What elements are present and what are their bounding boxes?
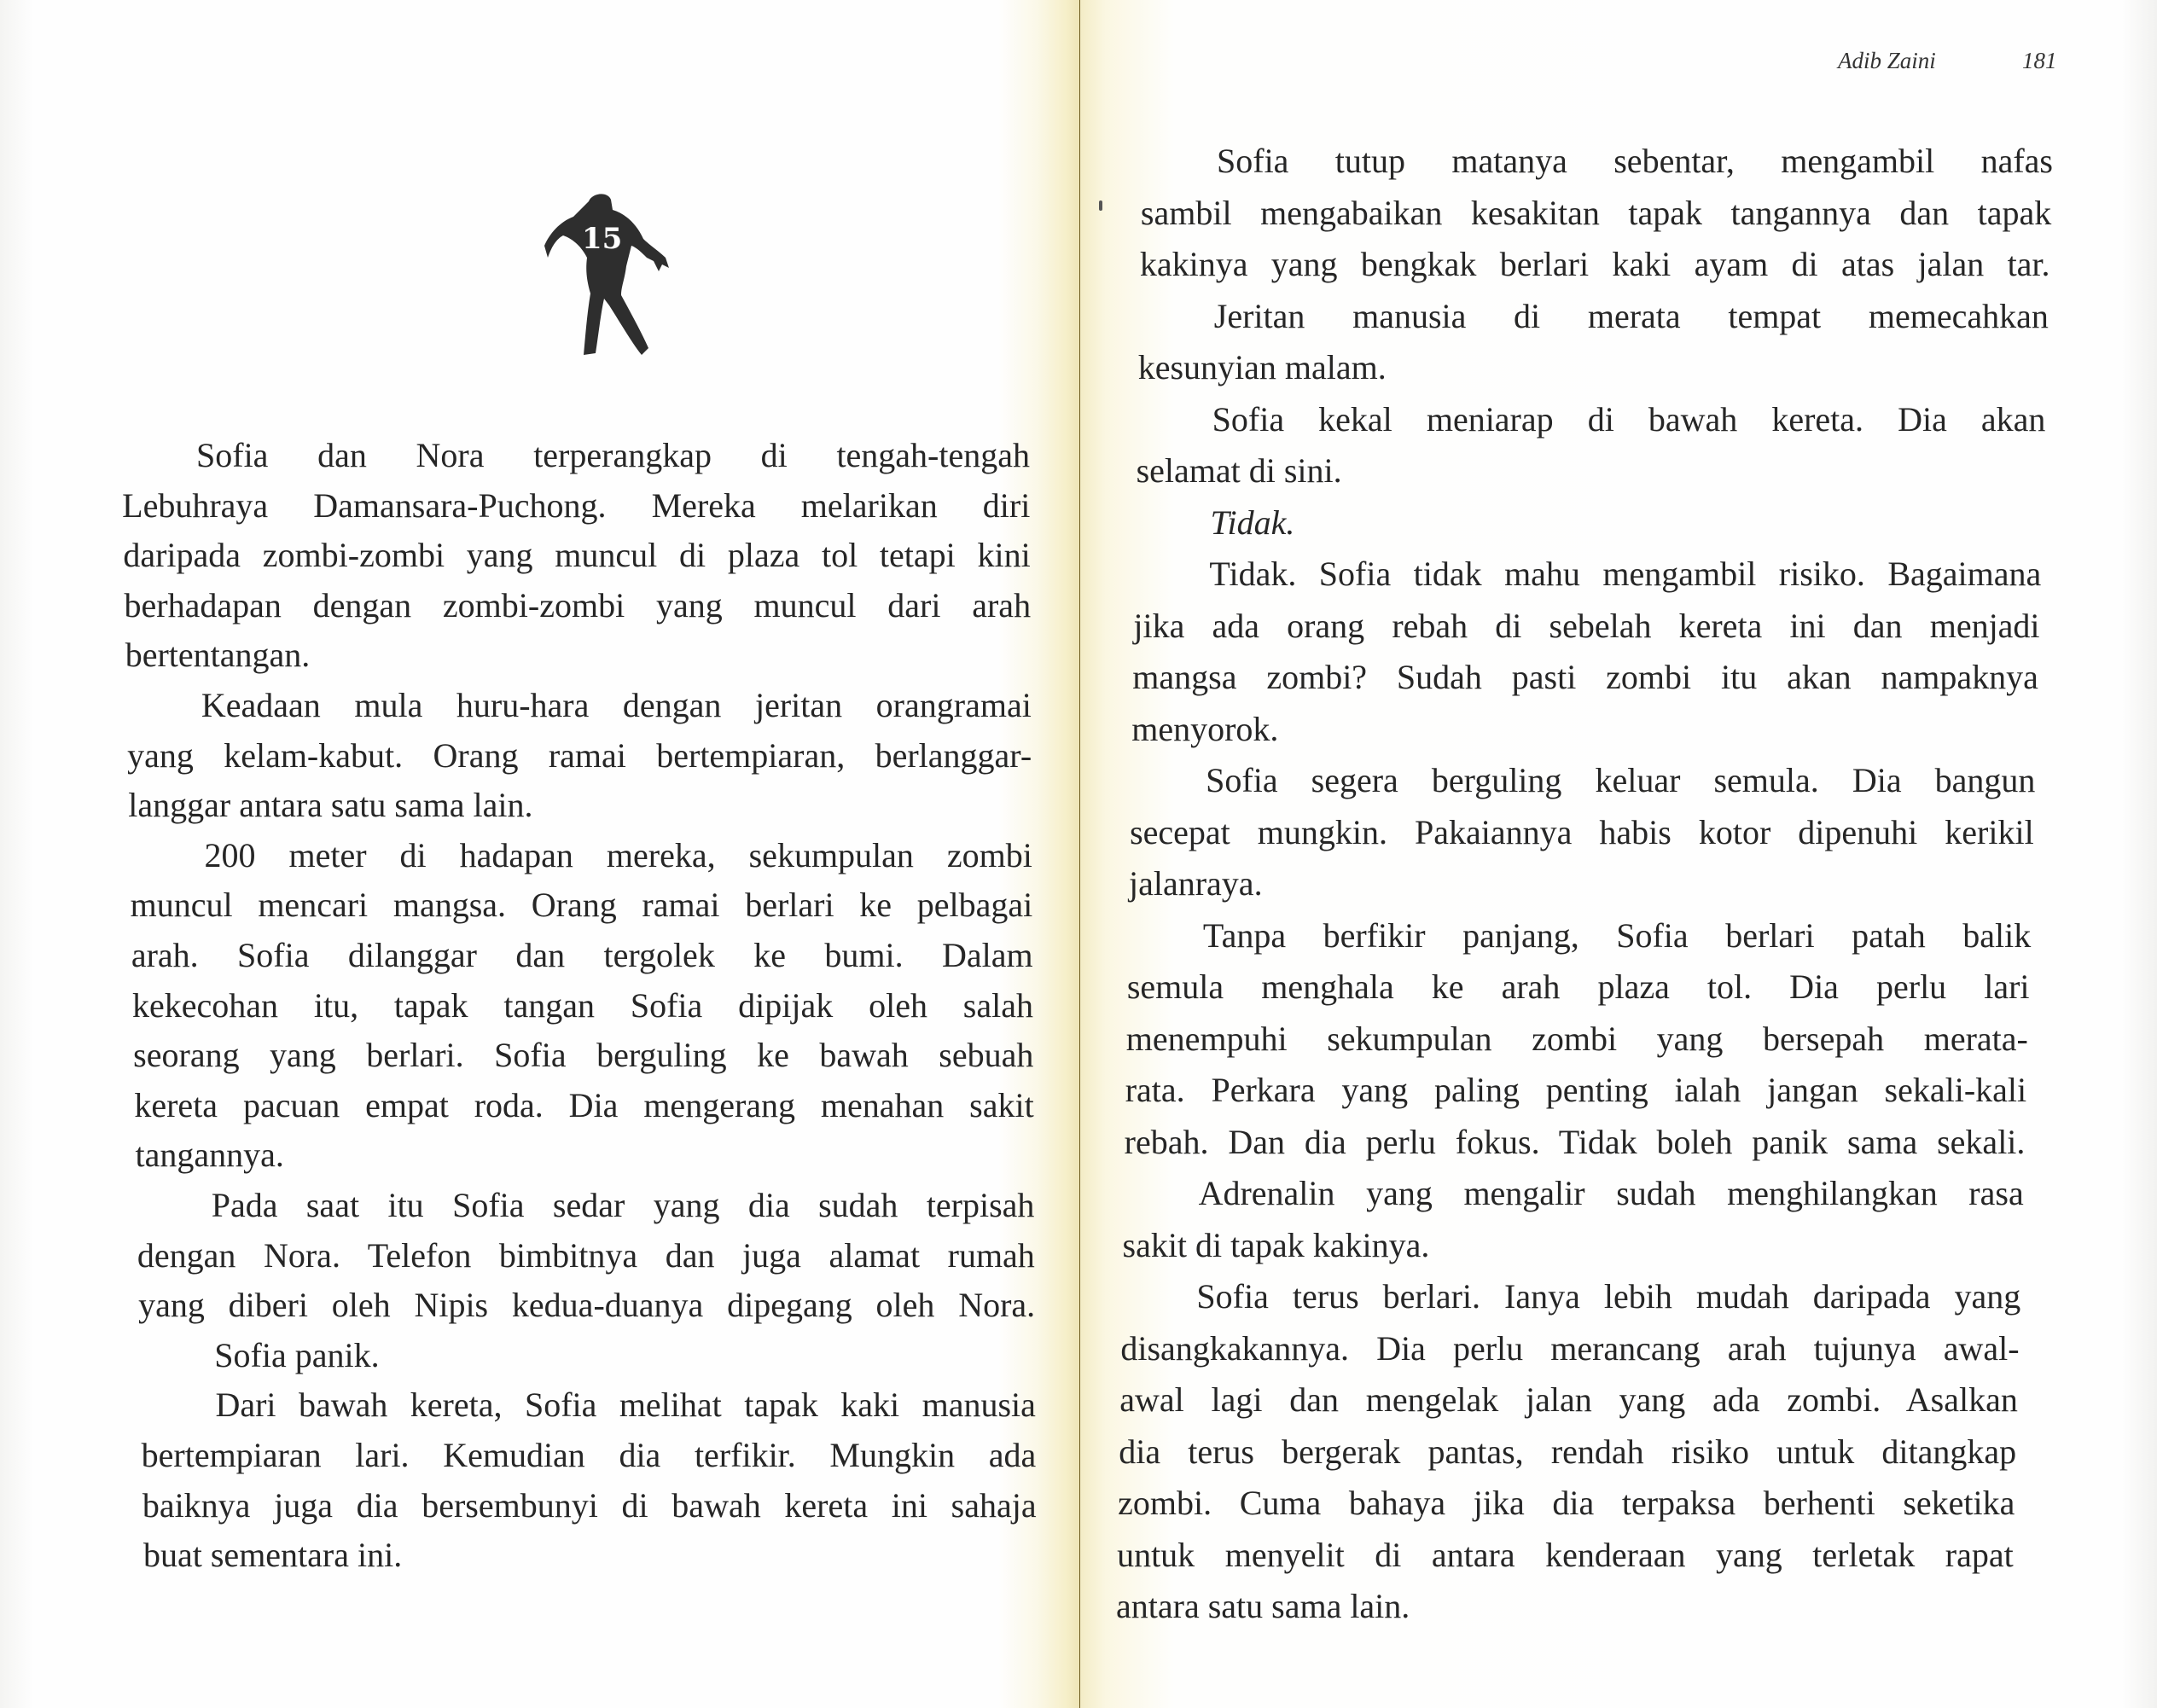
scan-speck [1099, 200, 1102, 211]
text-line: Sofia tutup matanya sebentar, mengambil nafas [1217, 142, 2053, 180]
running-head-author: Adib Zaini [1838, 48, 1936, 73]
page-number: 181 [2022, 48, 2057, 73]
text-line: jika ada orang rebah di sebelah kereta ini dan menjadi [1133, 606, 2040, 645]
text-line: menyorok. [1131, 709, 1279, 748]
right-page [1080, 0, 2157, 1708]
text-line: Sofia panik. [214, 1335, 380, 1374]
text-line: selamat di sini. [1136, 451, 1342, 490]
text-line: kesunyian malam. [1137, 348, 1387, 386]
text-line: disangkakannya. Dia perlu merancang arah tujunya awal- [1120, 1328, 2020, 1368]
text-line: zombi. Cuma bahaya jika dia terpaksa berhenti seketika [1118, 1484, 2015, 1522]
text-line: kakinya yang bengkak berlari kaki ayam di atas jalan tar. [1139, 245, 2050, 283]
text-line: bertentangan. [125, 636, 311, 675]
text-line: Adrenalin yang mengalir sudah menghilangkan rasa [1198, 1174, 2024, 1212]
text-line: Sofia kekal meniarap di bawah kereta. Dia akan [1212, 399, 2046, 439]
text-line: Tidak. Sofia tidak mahu mengambil risiko. Bagaimana [1209, 555, 2042, 593]
text-line: dia terus bergerak pantas, rendah risiko untuk ditangkap [1119, 1432, 2017, 1471]
text-line: yang kelam-kabut. Orang ramai bertempiaran, berlanggar- [127, 735, 1032, 775]
chapter-number: 15 [582, 222, 623, 256]
text-line: Dari bawah kereta, Sofia melihat tapak kaki manusia [215, 1386, 1036, 1425]
text-line: buat sementara ini. [143, 1536, 403, 1575]
text-line: secepat mungkin. Pakaiannya habis kotor dipenuhi kerikil [1130, 812, 2034, 851]
text-line: Keadaan mula huru-hara dengan jeritan orangramai [201, 686, 1032, 724]
text-line: Tanpa berfikir panjang, Sofia berlari patah balik [1202, 915, 2032, 955]
text-line: seorang yang berlari. Sofia berguling ke bawah sebuah [133, 1036, 1034, 1075]
text-line: muncul mencari mangsa. Orang ramai berlari ke pelbagai [130, 886, 1033, 925]
text-line: baiknya juga dia bersembunyi di bawah kereta ini sahaja [142, 1485, 1037, 1525]
text-line: sakit di tapak kakinya. [1122, 1225, 1430, 1264]
text-line: dengan Nora. Telefon bimbitnya dan juga alamat rumah [137, 1235, 1035, 1275]
text-line: Sofia dan Nora terperangkap di tengah-tengah [196, 436, 1030, 474]
text-line: menempuhi sekumpulan zombi yang bersepah merata- [1125, 1019, 2028, 1058]
text-line: 200 meter di hadapan mereka, sekumpulan zombi [204, 835, 1032, 874]
text-line: rata. Perkara yang paling penting ialah jangan sekali-kali [1125, 1071, 2027, 1109]
text-line: Jeritan manusia di merata tempat memecahkan [1213, 296, 2049, 335]
text-line: tangannya. [135, 1136, 284, 1175]
text-line: Tidak. [1210, 503, 1295, 542]
text-line: berhadapan dengan zombi-zombi yang muncul dari arah [124, 585, 1032, 625]
text-line: awal lagi dan mengelak jalan yang ada zombi. Asalkan [1119, 1380, 2018, 1419]
text-line: untuk menyelit di antara kenderaan yang terletak rapat [1117, 1535, 2014, 1574]
text-line: bertempiaran lari. Kemudian dia terfikir. Mungkin ada [141, 1436, 1037, 1474]
text-line: semula menghala ke arah plaza tol. Dia perlu lari [1126, 967, 2030, 1006]
text-line: langgar antara satu sama lain. [128, 786, 533, 825]
text-line: Sofia segera berguling keluar semula. Dia bangun [1206, 761, 2036, 799]
text-line: Sofia terus berlari. Ianya lebih mudah daripada yang [1196, 1277, 2021, 1316]
text-line: kereta pacuan empat roda. Dia mengerang menahan sakit [134, 1085, 1034, 1124]
text-line: Lebuhraya Damansara-Puchong. Mereka melarikan diri [122, 485, 1031, 525]
text-line: jalanraya. [1129, 864, 1263, 903]
text-line: yang diberi oleh Nipis kedua-duanya dipegang oleh Nora. [138, 1286, 1036, 1325]
text-line: antara satu sama lain. [1116, 1587, 1410, 1625]
zombie-silhouette-icon [522, 186, 684, 361]
text-line: daripada zombi-zombi yang muncul di plaza tol tetapi kini [123, 536, 1031, 575]
chapter-heading [522, 186, 684, 361]
text-line: arah. Sofia dilanggar dan tergolek ke bumi. Dalam [131, 936, 1033, 974]
text-line: sambil mengabaikan kesakitan tapak tangannya dan tapak [1140, 193, 2052, 232]
text-line: Pada saat itu Sofia sedar yang dia sudah terpisah [211, 1186, 1035, 1224]
text-line: rebah. Dan dia perlu fokus. Tidak boleh panik sama sekali. [1124, 1122, 2026, 1161]
text-line: kekecohan itu, tapak tangan Sofia dipijak oleh salah [132, 985, 1033, 1025]
text-line: mangsa zombi? Sudah pasti zombi itu akan nampaknya [1132, 658, 2038, 696]
